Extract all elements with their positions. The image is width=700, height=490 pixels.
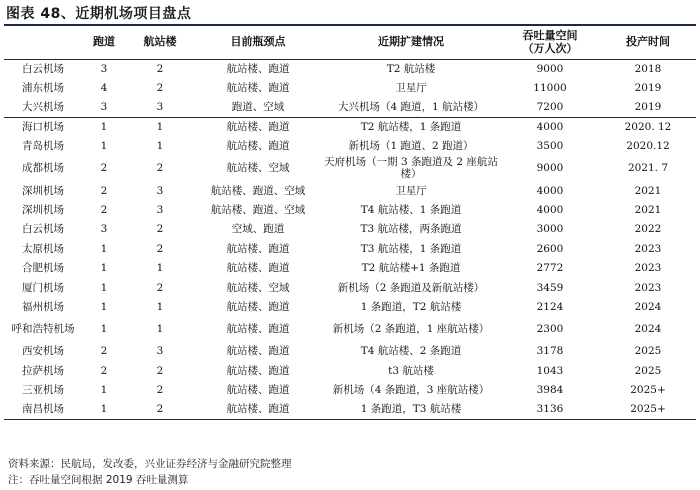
table-row — [4, 259, 696, 278]
cell-capacity: 4000 — [536, 184, 564, 197]
source-note: 资料来源：民航局，发改委，兴业证券经济与金融研究院整理 — [8, 458, 292, 470]
cell-airport-name: 深圳机场 — [22, 204, 64, 217]
cell-bottleneck: 航站楼、跑道 — [226, 140, 290, 153]
cell-terminals: 1 — [156, 262, 164, 275]
cell-expansion: 新机场（2 条跑道及新航站楼） — [337, 281, 485, 294]
cell-operation-date: 2020. 12 — [600, 117, 696, 136]
cell-airport-name: 西安机场 — [22, 345, 64, 358]
cell-airport-name: 拉萨机场 — [22, 364, 64, 377]
cell-bottleneck: 航站楼、跑道 — [226, 323, 290, 336]
table-row — [4, 400, 696, 419]
cell-capacity: 9000 — [536, 162, 564, 175]
cell-bottleneck: 航站楼、跑道 — [194, 117, 322, 136]
cell-expansion: 1 条跑道，T2 航站楼 — [360, 300, 462, 313]
cell-runways: 3 — [100, 101, 108, 114]
table-row — [4, 220, 696, 239]
cell-bottleneck: 航站楼、空域 — [226, 162, 290, 175]
cell-runways: 2 — [100, 184, 108, 197]
cell-bottleneck: 航站楼、跑道 — [226, 242, 290, 255]
header-bottleneck: 目前瓶颈点 — [194, 26, 322, 59]
table-row — [4, 278, 696, 297]
cell-expansion: 卫星厅 — [395, 184, 427, 197]
cell-expansion: T4 航站楼、2 条跑道 — [360, 345, 462, 358]
table-row — [4, 137, 696, 156]
cell-capacity: 2772 — [536, 262, 564, 275]
table-row — [4, 361, 696, 380]
cell-airport-name: 青岛机场 — [22, 140, 64, 153]
cell-bottleneck: 航站楼、跑道 — [226, 62, 290, 75]
cell-operation-date: 2020.12 — [626, 140, 670, 153]
cell-runways: 1 — [100, 323, 108, 336]
cell-capacity: 3136 — [500, 400, 600, 419]
table-row — [4, 200, 696, 219]
cell-bottleneck: 航站楼、跑道 — [226, 262, 290, 275]
cell-terminals: 2 — [156, 242, 164, 255]
cell-terminals: 1 — [156, 140, 164, 153]
cell-runways: 4 — [100, 82, 108, 95]
cell-runways: 1 — [100, 262, 108, 275]
cell-capacity: 3984 — [536, 384, 564, 397]
cell-expansion: T2 航站楼 — [386, 62, 436, 75]
header-terminals: 航站楼 — [126, 26, 194, 59]
table-body — [4, 59, 696, 419]
cell-operation-date: 2023 — [634, 281, 662, 294]
cell-airport-name: 浦东机场 — [22, 82, 64, 95]
cell-terminals: 3 — [156, 184, 164, 197]
cell-operation-date: 2018 — [634, 62, 662, 75]
cell-runways: 2 — [100, 345, 108, 358]
header-expansion: 近期扩建情况 — [322, 26, 500, 59]
cell-bottleneck: 航站楼、跑道 — [194, 400, 322, 419]
cell-capacity: 3178 — [536, 345, 564, 358]
cell-airport-name: 合肥机场 — [22, 262, 64, 275]
footnote: 注：吞吐量空间根据 2019 吞吐量测算 — [8, 474, 189, 486]
cell-runways: 1 — [100, 281, 108, 294]
cell-bottleneck: 航站楼、跑道、空域 — [210, 204, 306, 217]
cell-operation-date: 2025+ — [600, 400, 696, 419]
cell-capacity: 4000 — [500, 117, 600, 136]
cell-terminals: 2 — [156, 384, 164, 397]
cell-airport-name: 深圳机场 — [22, 184, 64, 197]
cell-operation-date: 2024 — [634, 300, 662, 313]
cell-terminals: 1 — [156, 323, 164, 336]
table-row — [4, 342, 696, 361]
cell-airport-name: 成都机场 — [22, 162, 64, 175]
cell-operation-date: 2025+ — [630, 384, 666, 397]
cell-operation-date: 2021 — [634, 204, 662, 217]
cell-terminals: 3 — [156, 345, 164, 358]
table-row — [4, 181, 696, 200]
cell-bottleneck: 航站楼、跑道 — [226, 300, 290, 313]
cell-runways: 1 — [100, 140, 108, 153]
cell-terminals: 2 — [156, 82, 164, 95]
cell-capacity: 2300 — [536, 323, 564, 336]
cell-terminals: 2 — [156, 162, 164, 175]
cell-bottleneck: 航站楼、空域 — [226, 281, 290, 294]
table-row — [4, 78, 696, 97]
cell-bottleneck: 空域、跑道 — [231, 223, 285, 236]
cell-operation-date: 2019 — [634, 101, 662, 114]
cell-expansion: 卫星厅 — [395, 82, 427, 95]
figure-title: 图表 48、近期机场项目盘点 — [6, 6, 192, 22]
cell-airport-name: 三亚机场 — [22, 384, 64, 397]
airport-projects-table — [4, 26, 696, 420]
header-capacity-line2: （万人次） — [522, 42, 578, 56]
table-row — [4, 297, 696, 316]
cell-capacity: 4000 — [536, 204, 564, 217]
header-capacity — [500, 26, 600, 59]
cell-airport-name: 呼和浩特机场 — [11, 323, 75, 336]
header-capacity-line1: 吞吐量空间 — [522, 29, 578, 43]
table-row — [4, 317, 696, 342]
cell-capacity: 1043 — [536, 364, 564, 377]
cell-terminals: 1 — [156, 300, 164, 313]
cell-runways: 2 — [100, 204, 108, 217]
cell-airport-name: 厦门机场 — [22, 281, 64, 294]
cell-expansion: T3 航站楼，1 条跑道 — [360, 242, 462, 255]
cell-expansion: 新机场（4 条跑道，3 座航站楼） — [332, 384, 490, 397]
cell-runways: 3 — [100, 223, 108, 236]
cell-terminals: 2 — [156, 364, 164, 377]
cell-operation-date: 2025 — [634, 364, 662, 377]
cell-runways: 1 — [82, 400, 126, 419]
cell-operation-date: 2019 — [634, 82, 662, 95]
cell-expansion: 新机场（1 跑道、2 跑道） — [348, 140, 474, 153]
cell-capacity: 2124 — [536, 300, 564, 313]
cell-terminals: 2 — [156, 281, 164, 294]
cell-runways: 1 — [100, 384, 108, 397]
cell-bottleneck: 航站楼、跑道 — [226, 364, 290, 377]
cell-capacity: 2600 — [536, 242, 564, 255]
cell-runways: 3 — [100, 62, 108, 75]
cell-capacity: 3500 — [536, 140, 564, 153]
cell-runways: 1 — [82, 117, 126, 136]
cell-terminals: 2 — [156, 223, 164, 236]
cell-expansion: T3 航站楼，两条跑道 — [360, 223, 462, 236]
cell-expansion: 天府机场（一期 3 条跑道及 2 座航站楼） — [324, 156, 498, 181]
cell-expansion: t3 航站楼 — [388, 364, 434, 377]
cell-bottleneck: 航站楼、跑道 — [226, 345, 290, 358]
cell-runways: 2 — [100, 162, 108, 175]
cell-terminals: 1 — [126, 117, 194, 136]
cell-expansion: T2 航站楼，1 条跑道 — [322, 117, 500, 136]
cell-operation-date: 2021 — [634, 184, 662, 197]
cell-bottleneck: 航站楼、跑道 — [226, 384, 290, 397]
cell-runways: 1 — [100, 242, 108, 255]
cell-airport-name: 白云机场 — [22, 62, 64, 75]
cell-operation-date: 2024 — [634, 323, 662, 336]
cell-capacity: 11000 — [533, 82, 567, 95]
cell-runways: 2 — [100, 364, 108, 377]
table-row — [4, 59, 696, 78]
cell-operation-date: 2023 — [634, 262, 662, 275]
cell-expansion: 1 条跑道，T3 航站楼 — [322, 400, 500, 419]
cell-capacity: 9000 — [536, 62, 564, 75]
cell-operation-date: 2021. 7 — [627, 162, 669, 175]
cell-expansion: 大兴机场（4 跑道，1 航站楼） — [337, 101, 485, 114]
table-row — [4, 98, 696, 117]
cell-capacity: 3459 — [536, 281, 564, 294]
cell-terminals: 3 — [156, 101, 164, 114]
header-runways: 跑道 — [82, 26, 126, 59]
header-operation-date: 投产时间 — [600, 26, 696, 59]
cell-expansion: T2 航站楼+1 条跑道 — [361, 262, 461, 275]
cell-airport-name: 白云机场 — [22, 223, 64, 236]
cell-capacity: 7200 — [536, 101, 564, 114]
table-header-row — [4, 26, 696, 59]
cell-bottleneck: 航站楼、跑道、空域 — [210, 184, 306, 197]
cell-operation-date: 2025 — [634, 345, 662, 358]
table-row — [4, 239, 696, 258]
cell-expansion: T4 航站楼、1 条跑道 — [360, 204, 462, 217]
cell-terminals: 2 — [126, 400, 194, 419]
cell-operation-date: 2023 — [634, 242, 662, 255]
table-row — [4, 117, 696, 136]
cell-capacity: 3000 — [536, 223, 564, 236]
table-row — [4, 380, 696, 399]
cell-bottleneck: 跑道、空域 — [231, 101, 285, 114]
cell-airport-name: 大兴机场 — [22, 101, 64, 114]
table-row — [4, 156, 696, 181]
header-airport — [4, 26, 82, 59]
cell-airport-name: 南昌机场 — [4, 400, 82, 419]
cell-runways: 1 — [100, 300, 108, 313]
cell-airport-name: 福州机场 — [22, 300, 64, 313]
cell-airport-name: 海口机场 — [4, 117, 82, 136]
cell-bottleneck: 航站楼、跑道 — [226, 82, 290, 95]
cell-airport-name: 太原机场 — [22, 242, 64, 255]
cell-terminals: 3 — [156, 204, 164, 217]
cell-terminals: 2 — [156, 62, 164, 75]
cell-expansion: 新机场（2 条跑道，1 座航站楼） — [332, 323, 490, 336]
cell-operation-date: 2022 — [634, 223, 662, 236]
